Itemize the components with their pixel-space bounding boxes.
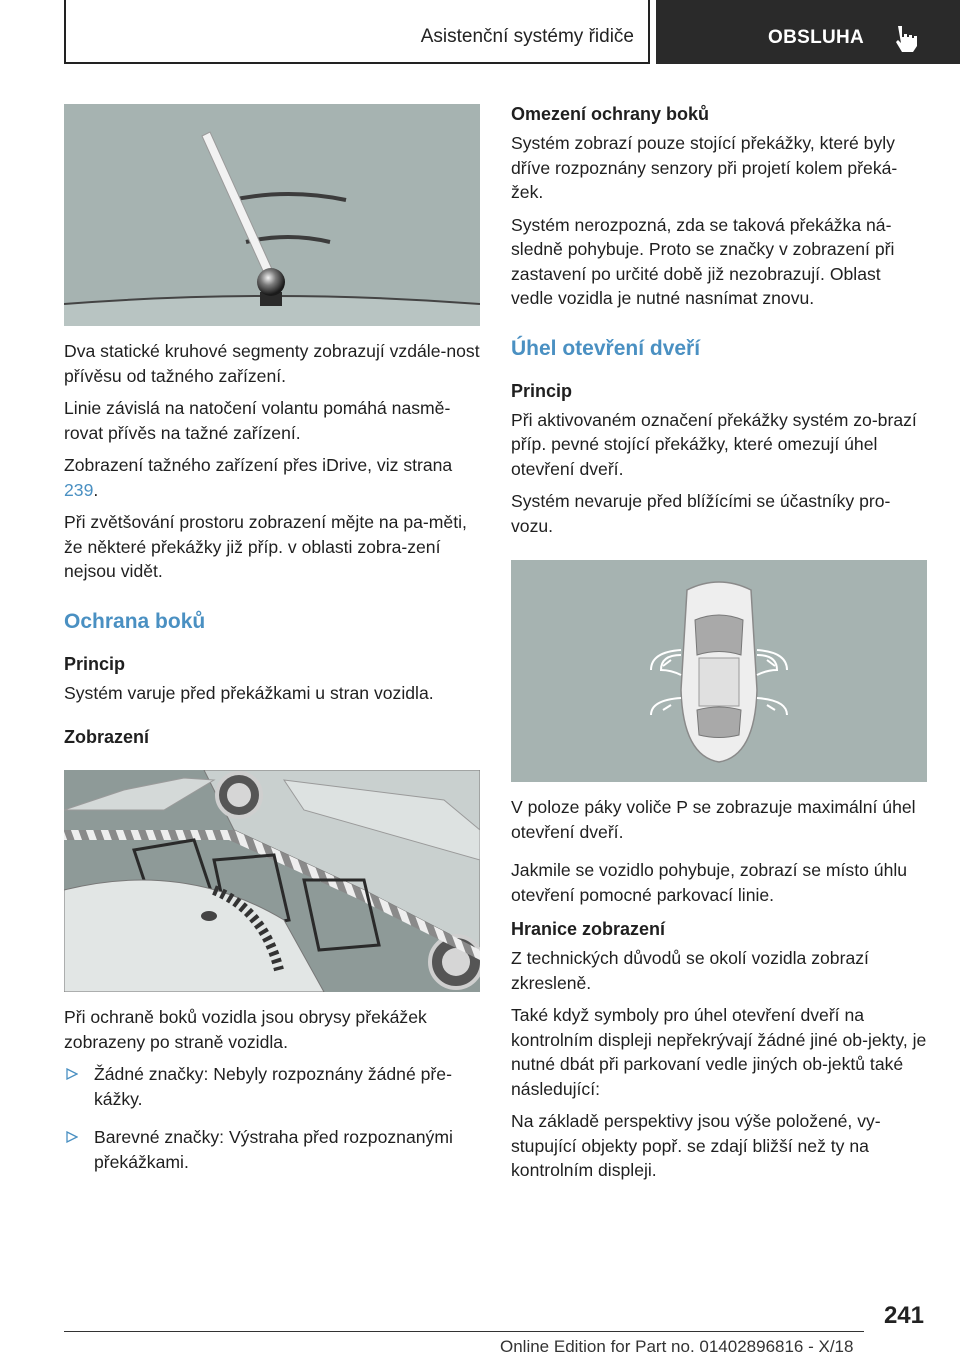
triangle-right-icon: [66, 1068, 78, 1080]
triangle-right-icon: [66, 1131, 78, 1143]
section-heading-door-angle: Úhel otevření dveří: [511, 336, 701, 360]
bullet-text: Žádné značky: Nebyly rozpoznány žádné pře-kážky.: [94, 1064, 452, 1109]
pointing-hand-icon: [892, 24, 922, 54]
paragraph-selector-p: V poloze páky voliče P se zobrazuje maximální úhel otevření dveří.: [511, 797, 916, 842]
header-section-title: Asistenční systémy řidiče: [420, 26, 634, 47]
paragraph-moving-obstacles: Systém nerozpozná, zda se taková překážka ná-sledně pohybuje. Proto se značky v zobrazení při zastavení po určité době již nezobrazují. Oblast vedle vozidla je nutné nasnímat znovu.: [511, 214, 895, 308]
header-frame: [64, 0, 650, 64]
page-link-239[interactable]: 239: [64, 479, 94, 500]
paragraph-door-obstacles: Při aktivovaném označení překážky systém zo-brazí příp. pevné stojící překážky, které omezují úhel otevření dveří.: [511, 409, 917, 479]
door-angle-figure: [511, 560, 927, 782]
subheading-princip-right: Princip: [511, 380, 573, 401]
paragraph-no-warning: Systém nevaruje před blížícími se účastníky pro-vozu.: [511, 491, 891, 536]
paragraph-idrive: [64, 453, 480, 502]
footer-edition: Online Edition for Part no. 01402896816 - X/18: [500, 1337, 854, 1356]
list-item: [64, 1062, 480, 1111]
subheading-hranice: Hranice zobrazení: [511, 919, 666, 939]
list-item: [64, 1125, 480, 1174]
bullet-text: Barevné značky: Výstraha před rozpoznanými překážkami.: [94, 1127, 453, 1172]
paragraph-side-warning: Systém varuje před překážkami u stran vozidla.: [64, 682, 434, 703]
paragraph-standing-obstacles: Systém zobrazí pouze stojící překážky, které byly dříve rozpoznány senzory při projetí kolem překá-žek.: [511, 133, 898, 202]
paragraph-idrive-end: .: [93, 479, 99, 500]
paragraph-door-symbols: Také když symboly pro úhel otevření dveří na kontrolním displeji nepřekrývají žádné jiné ob-jekty, je nutné dbát při parkovaní vedle jiných ob-jektů také následující:: [511, 1005, 927, 1099]
paragraph-idrive-text: Zobrazení tažného zařízení přes iDrive, viz strana: [64, 455, 453, 475]
paragraph-distortion: Z technických důvodů se okolí vozidla zobrazí zkresleně.: [511, 948, 869, 993]
paragraph-perspective: Na základě perspektivy jsou výše položené, vy-stupující objekty popř. se zdají bližší než ty na kontrolním displeji.: [511, 1111, 881, 1180]
subheading-zobrazeni: Zobrazení: [64, 727, 150, 747]
header-tab-label: OBSLUHA: [768, 27, 865, 48]
paragraph-parking-lines: Jakmile se vozidlo pohybuje, zobrazí se místo úhlu otevření pomocné parkovací linie.: [511, 860, 908, 905]
paragraph-obstacle-contours: Při ochraně boků vozidla jsou obrysy překážek zobrazeny po straně vozidla.: [64, 1007, 427, 1052]
page-number: 241: [883, 1302, 924, 1329]
side-protection-figure: [64, 770, 480, 992]
footer-rule: [64, 1331, 864, 1332]
left-column: [64, 104, 480, 1188]
subheading-omezeni: Omezení ochrany boků: [511, 104, 710, 124]
bullet-list: [64, 1062, 480, 1174]
paragraph-steering-line: Linie závislá na natočení volantu pomáhá nasmě-rovat přívěs na tažné zařízení.: [64, 398, 451, 443]
subheading-princip: Princip: [64, 653, 126, 674]
trailer-hitch-figure: [64, 104, 480, 326]
right-column: [511, 104, 927, 1191]
paragraph-static-segments: Dva statické kruhové segmenty zobrazují vzdále-nost přívěsu od tažného zařízení.: [64, 341, 480, 386]
paragraph-zoom-note: Při zvětšování prostoru zobrazení mějte na pa-měti, že některé překážky již příp. v oblasti zobra-zení nejsou vidět.: [64, 512, 467, 581]
section-heading-side-protection: Ochrana boků: [64, 609, 206, 633]
